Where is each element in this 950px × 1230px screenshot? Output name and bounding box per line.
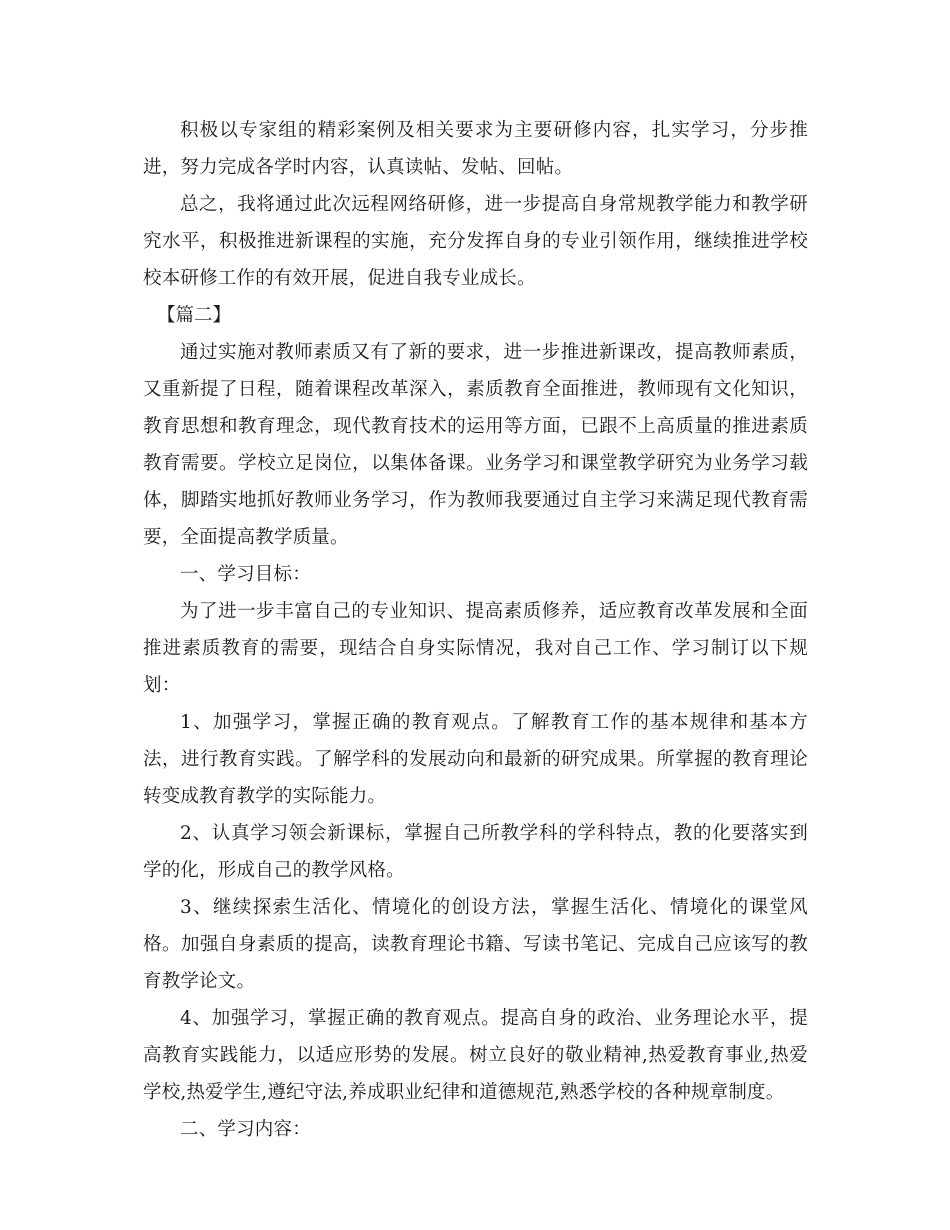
heading-study-goals: 一、学习目标： bbox=[180, 564, 311, 585]
list-item-4: 4、加强学习，掌握正确的教育观点。提高自身的政治、业务理论水平，提高教育实践能力，以适应形势的发展。树立良好的敬业精神,热爱教育事业,热爱学校,热爱学生,遵纪守法,养成职业纪律和道德规范,熟悉学校的各种规章制度。 bbox=[143, 1008, 808, 1103]
list-item-1: 1、加强学习，掌握正确的教育观点。了解教育工作的基本规律和基本方法，进行教育实践。了解学科的发展动向和最新的研究成果。所掌握的教育理论转变成教育教学的实际能力。 bbox=[143, 712, 808, 807]
paragraph-conclusion: 总之，我将通过此次远程网络研修，进一步提高自身常规教学能力和教学研究水平，积极推进新课程的实施，充分发挥自身的专业引领作用，继续推进学校校本研修工作的有效开展，促进自我专业成长。 bbox=[143, 194, 808, 289]
paragraph-introduction: 通过实施对教师素质又有了新的要求，进一步推进新课改，提高教师素质，又重新提了日程，随着课程改革深入，素质教育全面推进，教师现有文化知识，教育思想和教育理念，现代教育技术的运用等方面，已跟不上高质量的推进素质教育需要。学校立足岗位，以集体备课。业务学习和课堂教学研究为业务学习载体，脚踏实地抓好教师业务学习，作为教师我要通过自主学习来满足现代教育需要，全面提高教学质量。 bbox=[143, 342, 808, 548]
section-heading-part-two: 【篇二】 bbox=[157, 305, 232, 326]
list-item-3: 3、继续探索生活化、情境化的创设方法，掌握生活化、情境化的课堂风格。加强自身素质的提高，读教育理论书籍、写读书笔记、完成自己应该写的教育教学论文。 bbox=[143, 897, 808, 992]
paragraph-study-method: 积极以专家组的精彩案例及相关要求为主要研修内容，扎实学习，分步推进，努力完成各学时内容，认真读帖、发帖、回帖。 bbox=[143, 120, 808, 178]
list-item-2: 2、认真学习领会新课标，掌握自己所教学科的学科特点，教的化要落实到学的化，形成自己的教学风格。 bbox=[143, 823, 808, 881]
heading-study-content: 二、学习内容： bbox=[180, 1119, 311, 1140]
paragraph-goals-intro: 为了进一步丰富自己的专业知识、提高素质修养，适应教育改革发展和全面推进素质教育的需要，现结合自身实际情况，我对自己工作、学习制订以下规划： bbox=[143, 601, 808, 696]
document-page bbox=[143, 112, 808, 1148]
